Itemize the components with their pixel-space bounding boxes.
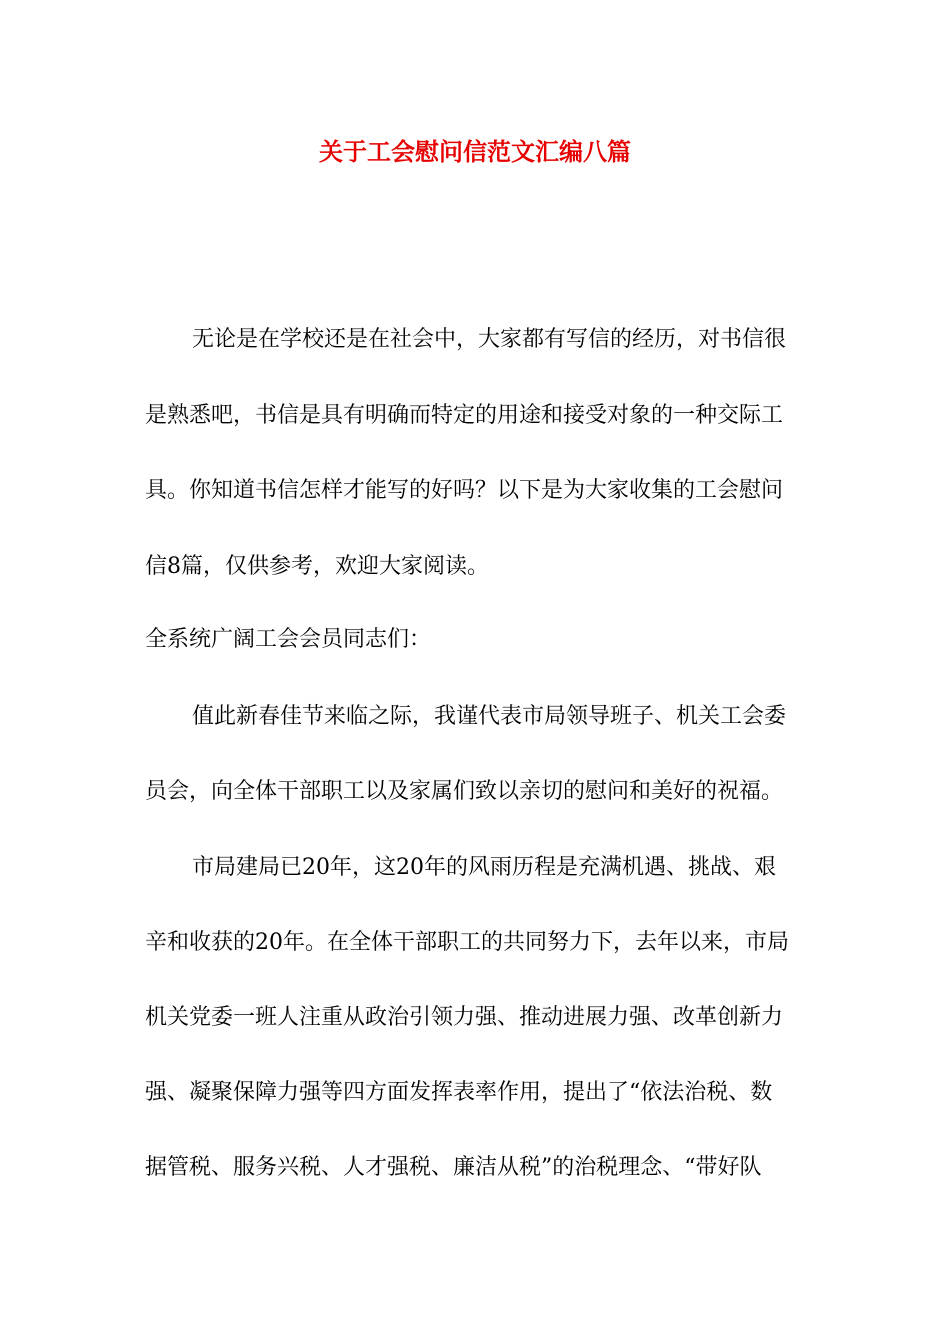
paragraph-1-line-3: 具。你知道书信怎样才能写的好吗？以下是为大家收集的工会慰问 — [145, 478, 784, 503]
paragraph-3-line-1: 市局建局已20年，这20年的风雨历程是充满机遇、挑战、艰 — [192, 855, 776, 880]
paragraph-1-line-2: 是熟悉吧，书信是具有明确而特定的用途和接受对象的一种交际工 — [145, 403, 784, 428]
paragraph-1-line-4: 信8篇，仅供参考，欢迎大家阅读。 — [145, 554, 489, 579]
document-title: 关于工会慰问信范文汇编八篇 — [319, 137, 631, 166]
paragraph-1-line-1: 无论是在学校还是在社会中，大家都有写信的经历，对书信很 — [192, 327, 787, 352]
paragraph-3-line-5: 据管税、服务兴税、人才强税、廉洁从税”的治税理念、“带好队 — [145, 1155, 762, 1180]
paragraph-3-line-3: 机关党委一班人注重从政治引领力强、推动进展力强、改革创新力 — [145, 1005, 784, 1030]
paragraph-3-line-4: 强、凝聚保障力强等四方面发挥表率作用，提出了“依法治税、数 — [145, 1080, 773, 1105]
paragraph-3-line-2: 辛和收获的20年。在全体干部职工的共同努力下，去年以来，市局 — [145, 930, 789, 955]
paragraph-2-line-2: 员会，向全体干部职工以及家属们致以亲切的慰问和美好的祝福。 — [145, 779, 784, 804]
salutation: 全系统广阔工会会员同志们： — [145, 627, 432, 652]
paragraph-2-line-1: 值此新春佳节来临之际，我谨代表市局领导班子、机关工会委 — [192, 704, 787, 729]
